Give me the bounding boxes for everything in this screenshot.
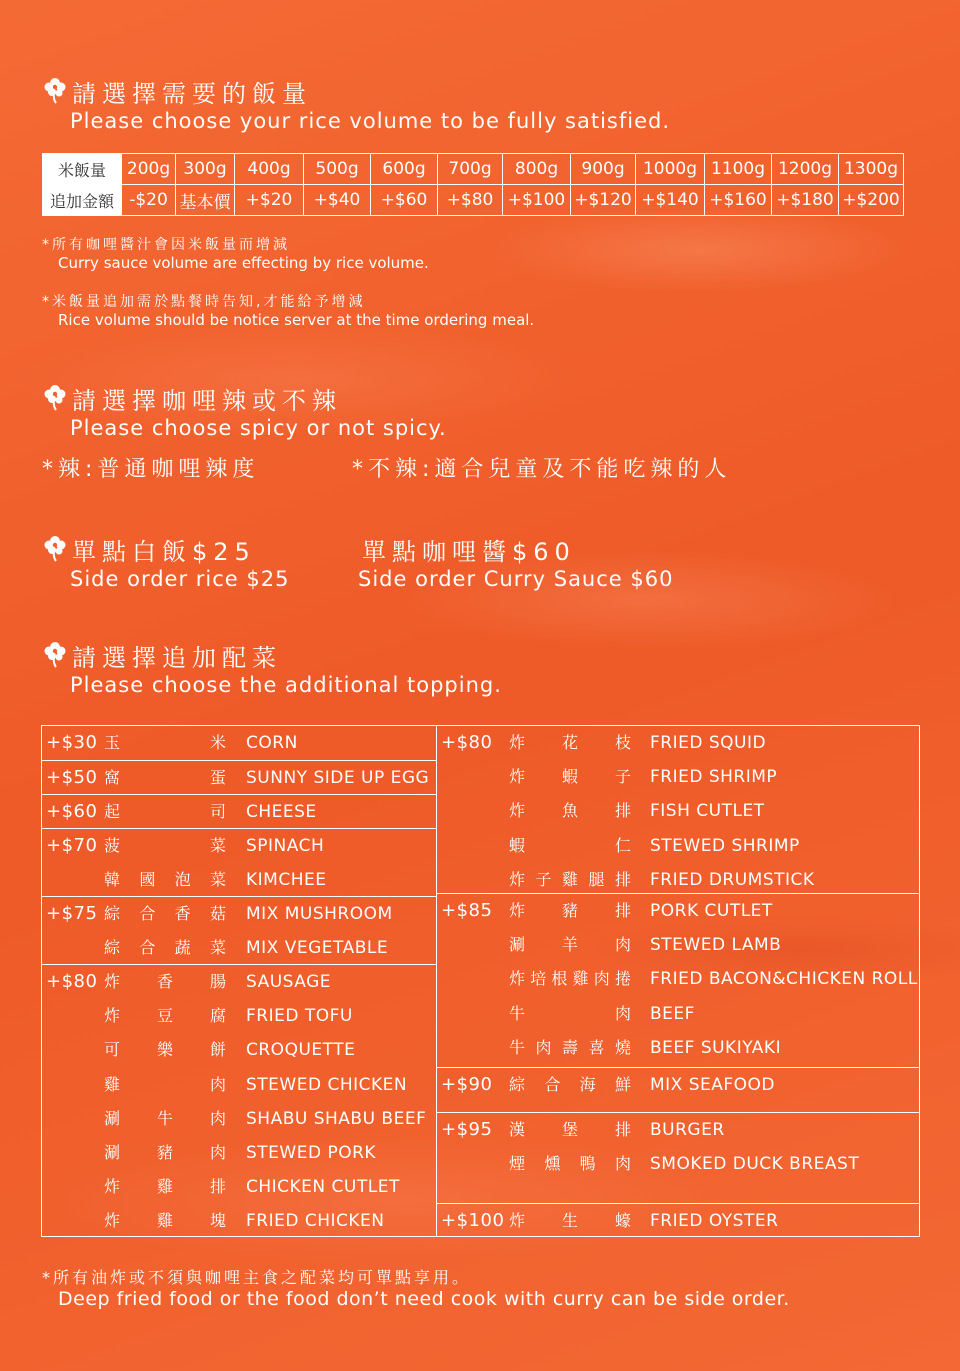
topping-item <box>42 999 436 1033</box>
spicy-section-subtitle: Please choose spicy or not spicy. <box>70 416 447 440</box>
topping-name-zh: 雞 肉 <box>104 1074 226 1094</box>
topping-name-en: SUNNY SIDE UP EGG <box>246 768 430 788</box>
topping-item <box>437 928 919 962</box>
topping-name-zh: 窩 蛋 <box>104 768 226 787</box>
topping-name-en: SHABU SHABU BEEF <box>246 1108 427 1129</box>
rice-volume-table <box>42 153 904 216</box>
rice-order-note-en: Rice volume should be notice server at the time ordering meal. <box>58 311 535 329</box>
topping-name-zh: 炸 花 枝 <box>509 733 631 752</box>
volume-cell: 400g <box>235 154 304 185</box>
topping-section-subtitle: Please choose the additional topping. <box>70 673 502 697</box>
side-rice-en: Side order rice $25 <box>70 567 290 591</box>
topping-name-zh: 菠 菜 <box>104 836 226 855</box>
topping-item <box>42 931 436 965</box>
topping-name-zh: 煙 燻 鴨 肉 <box>509 1154 631 1174</box>
topping-name-en: CHICKEN CUTLET <box>246 1177 400 1198</box>
topping-table-left <box>41 725 437 1237</box>
topping-name-en: FRIED CHICKEN <box>246 1211 385 1232</box>
topping-name-zh: 牛 肉 <box>509 1003 631 1023</box>
topping-item <box>437 1147 919 1181</box>
topping-name-en: STEWED CHICKEN <box>246 1074 408 1095</box>
topping-name-zh: 炸 豬 排 <box>509 901 631 920</box>
mild-note: *不辣:適合兒童及不能吃辣的人 <box>352 457 732 482</box>
topping-price-group <box>437 726 919 893</box>
extra-charge-label: 追加金額 <box>43 185 122 216</box>
topping-item <box>42 1204 436 1238</box>
topping-name-zh: 起 司 <box>104 802 226 821</box>
topping-name-en: MIX SEAFOOD <box>650 1075 776 1095</box>
topping-price-group <box>42 964 436 1239</box>
topping-name-zh: 蝦 仁 <box>509 835 631 855</box>
topping-price-group <box>42 896 436 965</box>
topping-name-zh: 涮 豬 肉 <box>104 1143 226 1162</box>
price-cell: +$60 <box>371 185 438 216</box>
maple-flower-icon <box>42 638 68 668</box>
topping-name-zh: 綜 合 香 菇 <box>104 904 226 923</box>
curry-sauce-note-zh: *所有咖哩醬汁會因米飯量而增減 <box>42 237 290 253</box>
topping-name-zh: 炸 香 腸 <box>104 972 226 991</box>
topping-name-en: MIX VEGETABLE <box>246 938 389 959</box>
rice-order-note-zh: *米飯量追加需於點餐時告知,才能給予增減 <box>42 294 366 310</box>
topping-price: +$90 <box>441 1074 493 1095</box>
topping-name-en: BEEF SUKIYAKI <box>650 1037 782 1058</box>
topping-name-en: BEEF <box>650 1003 695 1024</box>
topping-name-en: STEWED LAMB <box>650 935 782 956</box>
topping-name-en: FRIED OYSTER <box>650 1211 779 1231</box>
topping-name-en: FRIED SHRIMP <box>650 767 778 788</box>
topping-item <box>42 795 436 829</box>
volume-cell: 1200g <box>772 154 839 185</box>
topping-price-group <box>437 1203 919 1239</box>
side-sauce-zh: 單點咖哩醬$60 <box>362 538 576 566</box>
volume-cell: 900g <box>571 154 636 185</box>
maple-flower-icon <box>42 74 68 104</box>
topping-name-zh: 炸 生 蠔 <box>509 1211 631 1230</box>
topping-price-group <box>42 760 436 795</box>
maple-flower-icon <box>42 381 68 411</box>
topping-item <box>437 997 919 1031</box>
topping-price: +$60 <box>46 801 98 822</box>
price-cell: +$180 <box>772 185 839 216</box>
topping-item <box>42 1102 436 1136</box>
topping-name-en: STEWED SHRIMP <box>650 835 800 856</box>
topping-price: +$80 <box>441 732 493 753</box>
topping-price: +$30 <box>46 732 98 753</box>
topping-item <box>42 1068 436 1102</box>
price-cell: +$100 <box>503 185 571 216</box>
topping-price: +$100 <box>441 1210 505 1231</box>
topping-item <box>437 894 919 928</box>
topping-name-en: FRIED DRUMSTICK <box>650 869 815 890</box>
topping-price: +$95 <box>441 1119 493 1140</box>
topping-name-en: FRIED TOFU <box>246 1006 353 1027</box>
topping-name-en: BURGER <box>650 1120 725 1140</box>
topping-item <box>42 1170 436 1204</box>
maple-flower-icon <box>42 532 68 562</box>
topping-item <box>437 1031 919 1065</box>
volume-cell: 200g <box>122 154 176 185</box>
topping-price: +$80 <box>46 971 98 992</box>
topping-item <box>437 829 919 863</box>
side-order-note-en: Deep fried food or the food don’t need cook with curry can be side order. <box>58 1288 790 1310</box>
rice-section-title: 請選擇需要的飯量 <box>72 80 312 108</box>
topping-price-group <box>437 1112 919 1204</box>
price-cell: +$160 <box>705 185 772 216</box>
topping-item <box>42 829 436 863</box>
topping-name-zh: 炸 子 雞 腿 排 <box>509 869 631 889</box>
topping-name-en: SPINACH <box>246 836 325 856</box>
volume-cell: 1000g <box>636 154 705 185</box>
topping-price-group <box>437 893 919 1068</box>
topping-name-zh: 漢 堡 排 <box>509 1120 631 1139</box>
topping-item <box>437 962 919 996</box>
topping-table-right <box>436 725 920 1237</box>
topping-section-title: 請選擇追加配菜 <box>72 644 282 672</box>
price-cell: +$120 <box>571 185 636 216</box>
price-cell: -$20 <box>122 185 176 216</box>
topping-item <box>42 1136 436 1170</box>
price-cell: +$40 <box>304 185 371 216</box>
volume-cell: 800g <box>503 154 571 185</box>
rice-volume-row <box>43 154 904 185</box>
topping-name-en: FRIED BACON&CHICKEN ROLL <box>650 969 918 990</box>
topping-price: +$85 <box>441 900 493 921</box>
topping-name-zh: 炸 培 根 雞 肉 捲 <box>509 969 631 989</box>
volume-cell: 300g <box>176 154 235 185</box>
topping-item <box>42 726 436 760</box>
topping-item <box>437 1113 919 1147</box>
topping-name-en: STEWED PORK <box>246 1143 377 1163</box>
topping-price: +$70 <box>46 835 98 856</box>
price-cell: 基本價 <box>176 185 235 216</box>
topping-name-en: CROQUETTE <box>246 1040 356 1061</box>
side-sauce-en: Side order Curry Sauce $60 <box>358 567 674 591</box>
topping-item <box>437 863 919 897</box>
topping-name-en: MIX MUSHROOM <box>246 904 393 924</box>
topping-item <box>42 1033 436 1067</box>
volume-cell: 1100g <box>705 154 772 185</box>
spicy-section-title: 請選擇咖哩辣或不辣 <box>72 387 342 415</box>
rice-volume-label: 米飯量 <box>43 154 122 185</box>
topping-name-en: FRIED SQUID <box>650 733 767 753</box>
spicy-note: *辣:普通咖哩辣度 <box>42 457 260 482</box>
topping-name-zh: 綜 合 海 鮮 <box>509 1075 631 1094</box>
topping-price-group <box>42 726 436 760</box>
topping-name-zh: 綜 合 蔬 菜 <box>104 938 226 958</box>
side-order-note-zh: *所有油炸或不須與咖哩主食之配菜均可單點享用。 <box>42 1268 472 1287</box>
topping-item <box>42 965 436 999</box>
topping-item <box>437 794 919 828</box>
topping-name-zh: 炸 雞 排 <box>104 1177 226 1197</box>
topping-name-en: FISH CUTLET <box>650 801 765 822</box>
price-cell: +$200 <box>839 185 904 216</box>
side-rice-zh: 單點白飯$25 <box>72 538 256 566</box>
topping-name-zh: 牛 肉 壽 喜 燒 <box>509 1037 631 1057</box>
topping-price: +$75 <box>46 903 98 924</box>
topping-name-zh: 涮 牛 肉 <box>104 1108 226 1128</box>
price-cell: +$140 <box>636 185 705 216</box>
topping-name-zh: 炸 雞 塊 <box>104 1211 226 1231</box>
topping-name-en: CHEESE <box>246 802 317 822</box>
topping-name-en: SMOKED DUCK BREAST <box>650 1154 860 1175</box>
topping-item <box>437 1204 919 1238</box>
rice-price-row <box>43 185 904 216</box>
topping-name-zh: 韓 國 泡 菜 <box>104 870 226 890</box>
topping-name-zh: 玉 米 <box>104 733 226 752</box>
topping-name-zh: 可 樂 餅 <box>104 1040 226 1060</box>
topping-price-group <box>437 1067 919 1113</box>
topping-name-en: CORN <box>246 733 298 753</box>
topping-item <box>437 760 919 794</box>
topping-name-zh: 炸 魚 排 <box>509 801 631 821</box>
volume-cell: 1300g <box>839 154 904 185</box>
price-cell: +$20 <box>235 185 304 216</box>
topping-item <box>42 761 436 795</box>
price-cell: +$80 <box>438 185 503 216</box>
topping-name-en: PORK CUTLET <box>650 901 773 921</box>
topping-name-zh: 涮 羊 肉 <box>509 935 631 955</box>
topping-name-zh: 炸 豆 腐 <box>104 1006 226 1026</box>
topping-name-en: SAUSAGE <box>246 972 332 992</box>
topping-price: +$50 <box>46 767 98 788</box>
curry-sauce-note-en: Curry sauce volume are effecting by rice volume. <box>58 254 429 272</box>
volume-cell: 600g <box>371 154 438 185</box>
topping-price-group <box>42 794 436 829</box>
volume-cell: 500g <box>304 154 371 185</box>
topping-item <box>42 897 436 931</box>
rice-section-subtitle: Please choose your rice volume to be fully satisfied. <box>70 109 671 133</box>
topping-name-zh: 炸 蝦 子 <box>509 767 631 787</box>
topping-name-en: KIMCHEE <box>246 870 327 891</box>
topping-price-group <box>42 828 436 897</box>
topping-item <box>437 726 919 760</box>
volume-cell: 700g <box>438 154 503 185</box>
topping-item <box>42 863 436 897</box>
topping-item <box>437 1068 919 1102</box>
